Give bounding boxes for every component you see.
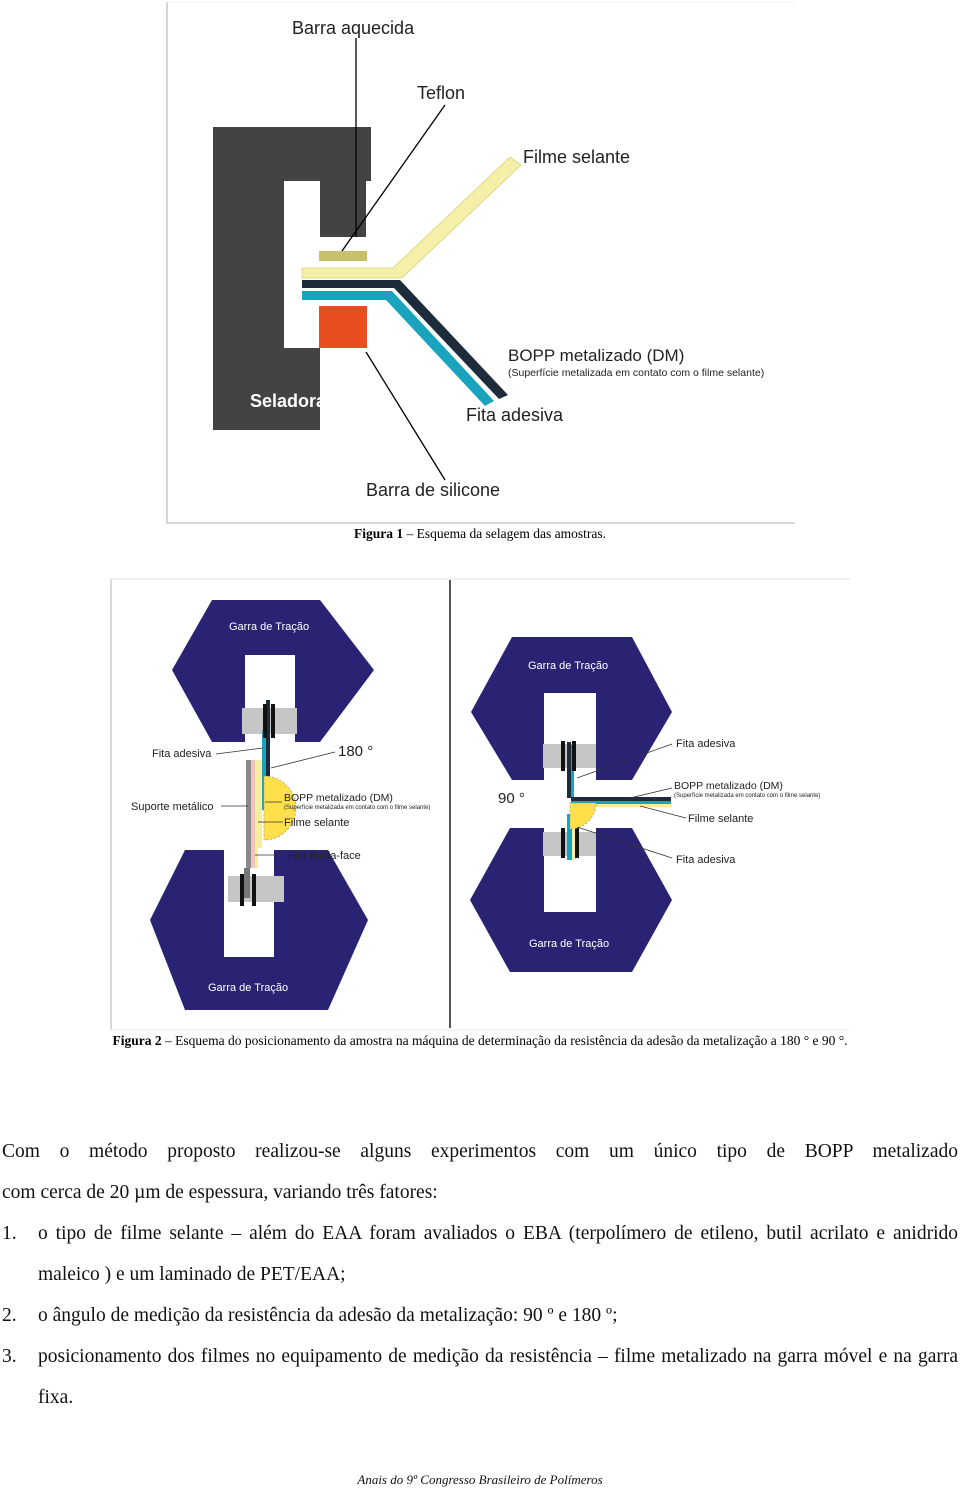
right-label-clamp-top: Garra de Tração [528, 660, 609, 672]
list-item [2, 1295, 958, 1336]
label-sealant-film: Filme selante [523, 147, 631, 167]
figure-2-peel-test-diagram [108, 576, 852, 1032]
right-label-clamp-bottom: Garra de Tração [529, 938, 610, 950]
list-item [2, 1336, 958, 1418]
intro-line-1: Com o método proposto realizou-se alguns experimentos com um único tipo de BOPP metalizado [2, 1141, 958, 1162]
label-heated-bar: Barra aquecida [292, 18, 415, 38]
factor-list [2, 1213, 958, 1418]
list-item-text: posicionamento dos filmes no equipamento de medição da resistência – filme metalizado na garra móvel e na garra fixa. [38, 1346, 958, 1408]
list-item [2, 1213, 958, 1295]
intro-line-2: com cerca de 20 µm de espessura, variando três fatores: [2, 1182, 438, 1203]
left-label-sealant: Filme selante [284, 817, 350, 829]
label-bopp: BOPP metalizado (DM) [508, 346, 685, 365]
silicone-bar [319, 306, 367, 348]
label-sealer: Seladora [250, 391, 327, 411]
left-label-angle: 180 ° [338, 743, 374, 760]
body-text [2, 1131, 958, 1418]
left-label-clamp-bottom: Garra de Tração [208, 982, 289, 994]
teflon-layer [319, 251, 367, 261]
label-teflon: Teflon [417, 83, 466, 103]
right-label-bopp: BOPP metalizado (DM) [674, 780, 783, 792]
figure-1-sealing-diagram [165, 0, 795, 525]
right-label-tape-top: Fita adesiva [676, 738, 736, 750]
sealer-frame [213, 127, 371, 430]
left-label-bopp-note: (Superfície metalizada em contato com o filme selante) [284, 805, 431, 811]
list-item-number: 1. [2, 1223, 17, 1244]
right-label-sealant: Filme selante [688, 813, 754, 825]
right-label-bopp-note: (Superfície metalizada em contato com o filme selante) [674, 793, 821, 799]
left-label-metal-support: Suporte metálico [131, 801, 214, 813]
right-label-tape-bottom: Fita adesiva [676, 854, 736, 866]
figure-1-caption-text: – Esquema da selagem das amostras. [406, 526, 606, 541]
list-item-number: 2. [2, 1305, 17, 1326]
figure-1-caption-label: Figura 1 [354, 526, 404, 541]
left-label-double-tape: Fita dupla-face [288, 850, 361, 862]
figure-1-caption [0, 526, 960, 542]
left-label-bopp: BOPP metalizado (DM) [284, 792, 393, 804]
figure-2-caption-label: Figura 2 [112, 1033, 162, 1048]
left-label-tape: Fita adesiva [152, 748, 212, 760]
list-item-text: o ângulo de medição da resistência da adesão da metalização: 90 º e 180 º; [38, 1305, 618, 1326]
label-tape: Fita adesiva [466, 405, 564, 425]
figure-2-caption-text: – Esquema do posicionamento da amostra na máquina de determinação da resistência da adesão da metalização a 180 ° e 90 °. [164, 1033, 848, 1048]
page-footer: Anais do 9º Congresso Brasileiro de Polímeros [357, 1472, 603, 1487]
left-label-clamp-top: Garra de Tração [229, 621, 310, 633]
left-metal-support [246, 760, 251, 868]
right-label-angle: 90 ° [498, 790, 525, 807]
figure-2-caption [0, 1033, 960, 1049]
list-item-text: o tipo de filme selante – além do EAA foram avaliados o EBA (terpolímero de etileno, butil acrilato e anidrido maleico ) e um laminado de PET/EAA; [38, 1223, 958, 1285]
label-silicone-bar: Barra de silicone [366, 480, 501, 500]
label-bopp-note: (Superfície metalizada em contato com o filme selante) [508, 367, 765, 379]
list-item-number: 3. [2, 1346, 17, 1367]
